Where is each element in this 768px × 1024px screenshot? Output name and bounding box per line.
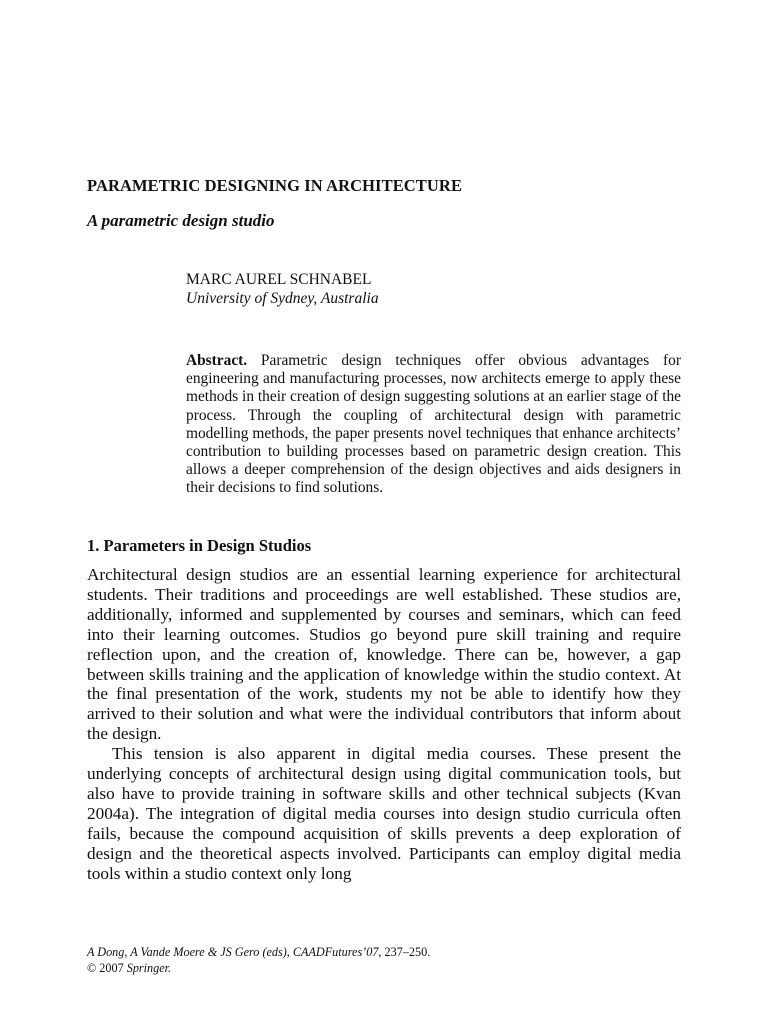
section-heading: 1. Parameters in Design Studios xyxy=(87,536,312,555)
abstract xyxy=(186,352,681,498)
paper-subtitle: A parametric design studio xyxy=(87,211,275,230)
abstract-label: Abstract. xyxy=(186,352,248,369)
copyright-line xyxy=(87,960,430,976)
publisher: Springer. xyxy=(126,961,172,975)
section-body xyxy=(87,565,681,884)
body-paragraph-2: This tension is also apparent in digital media courses. These present the underlying concepts of architectural design using digital communication tools, but also have to provide training in software skills and other technical subjects (Kvan 2004a). The integration of digital media courses into design studio curricula often fails, because the compound acquisition of skills prevents a deep exploration of design and the theoretical aspects involved. Participants can employ digital media tools within a studio context only long xyxy=(87,744,681,883)
citation-pages: 237–250. xyxy=(384,945,431,959)
footer-citation xyxy=(87,944,430,976)
author-block xyxy=(186,270,379,308)
paper-title: PARAMETRIC DESIGNING IN ARCHITECTURE xyxy=(87,176,463,195)
citation-line xyxy=(87,944,430,960)
author-name: MARC AUREL SCHNABEL xyxy=(186,271,372,288)
body-paragraph-1: Architectural design studios are an essential learning experience for architectural students. Their traditions and proceedings are well established. These studios are, additionally, informed and supplemented by courses and seminars, which can feed into their learning outcomes. Studios go beyond pure skill training and require reflection upon, and the creation of, knowledge. There can be, however, a gap between skills training and the application of knowledge within the studio context. At the final presentation of the work, students my not be able to identify how they arrived to their solution and what were the individual contributors that inform about the design. xyxy=(87,565,681,744)
copyright-year: © 2007 xyxy=(87,961,124,975)
citation-editors: A Dong, A Vande Moere & JS Gero (eds), CAADFutures’07, xyxy=(87,945,382,959)
author-affiliation: University of Sydney, Australia xyxy=(186,290,379,307)
abstract-text: Parametric design techniques offer obvious advantages for engineering and manufacturing processes, now architects emerge to apply these methods in their creation of design suggesting solutions at an earlier stage of the process. Through the coupling of architectural design with parametric modelling methods, the paper presents novel techniques that enhance architects’ contribution to building processes based on parametric design creation. This allows a deeper comprehension of the design objectives and aids designers in their decisions to find solutions. xyxy=(186,352,681,497)
